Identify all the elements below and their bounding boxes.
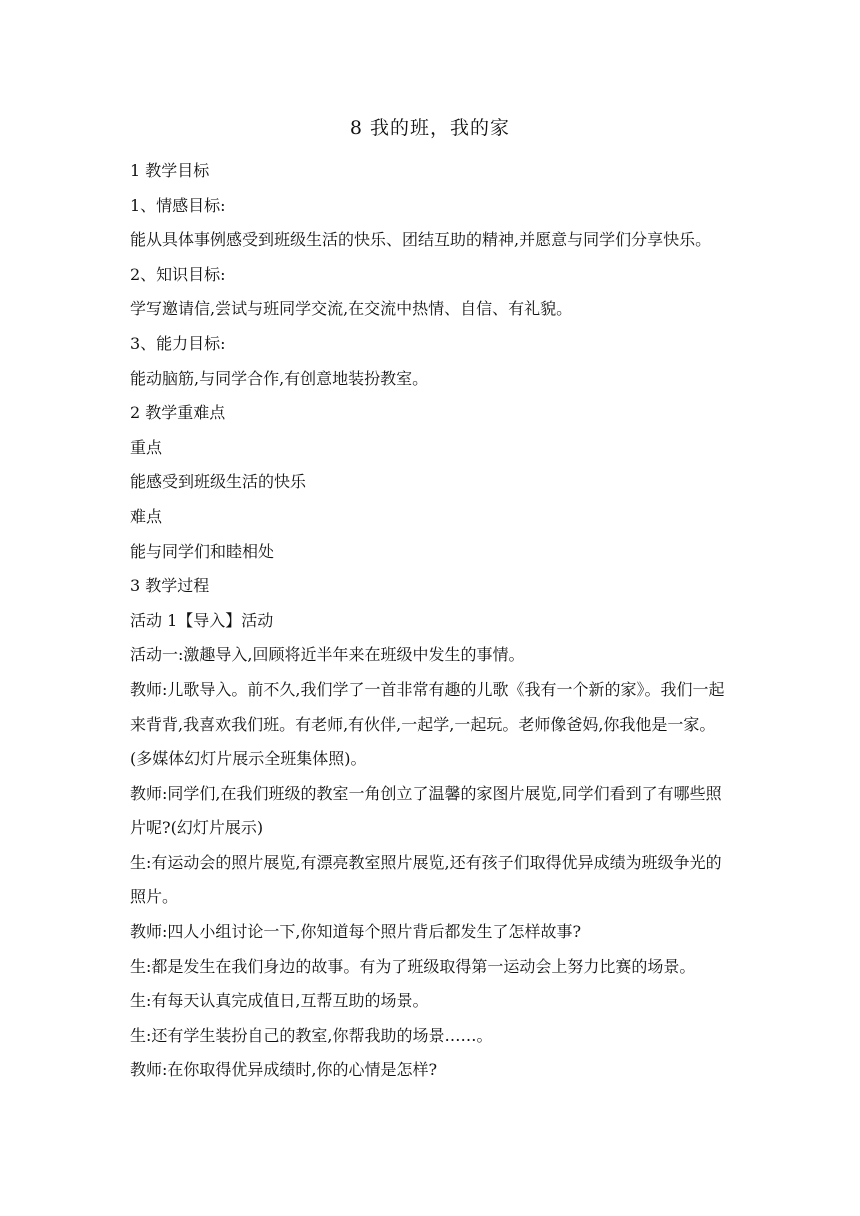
section-heading-process: 3 教学过程 — [130, 576, 210, 596]
activity-heading: 活动 1【导入】活动 — [130, 610, 274, 630]
document-body — [130, 154, 736, 1088]
paragraph: 生:有运动会的照片展览,有漂亮教室照片展览,还有孩子们取得优异成绩为班级争光的照片。 — [130, 852, 722, 907]
paragraph: 生:有每天认真完成值日,互帮互助的场景。 — [130, 991, 429, 1011]
subheading-difficulty: 难点 — [130, 506, 163, 526]
paragraph: 生:还有学生装扮自己的教室,你帮我助的场景……。 — [130, 1025, 493, 1045]
subheading-key-point: 重点 — [130, 437, 163, 457]
section-heading-key-points: 2 教学重难点 — [130, 403, 226, 423]
subheading-knowledge-goal: 2、知识目标: — [130, 264, 226, 284]
paragraph: 学写邀请信,尝试与班同学交流,在交流中热情、自信、有礼貌。 — [130, 299, 573, 319]
subheading-emotional-goal: 1、情感目标: — [130, 195, 226, 215]
paragraph: 教师:在你取得优异成绩时,你的心情是怎样? — [130, 1060, 438, 1080]
paragraph: 能感受到班级生活的快乐 — [130, 472, 307, 492]
paragraph: 生:都是发生在我们身边的故事。有为了班级取得第一运动会上努力比赛的场景。 — [130, 956, 696, 976]
section-heading-objectives: 1 教学目标 — [130, 161, 210, 180]
document-title: 8 我的班，我的家 — [349, 117, 511, 139]
paragraph: 教师:儿歌导入。前不久,我们学了一首非常有趣的儿歌《我有一个新的家》。我们一起来背背,我喜欢我们班。有老师,有伙伴,一起学,一起玩。老师像爸妈,你我他是一家。(多媒体幻灯片展示全班集体照)。 — [130, 679, 725, 769]
paragraph: 能从具体事例感受到班级生活的快乐、团结互助的精神,并愿意与同学们分享快乐。 — [130, 230, 712, 250]
subheading-ability-goal: 3、能力目标: — [130, 333, 226, 353]
paragraph: 能动脑筋,与同学合作,有创意地装扮教室。 — [130, 368, 429, 388]
paragraph: 活动一:激趣导入,回顾将近半年来在班级中发生的事情。 — [130, 645, 525, 665]
paragraph: 教师:同学们,在我们班级的教室一角创立了温馨的家图片展览,同学们看到了有哪些照片呢?(幻灯片展示) — [130, 783, 722, 838]
paragraph: 能与同学们和睦相处 — [130, 541, 275, 561]
paragraph: 教师:四人小组讨论一下,你知道每个照片背后都发生了怎样故事? — [130, 922, 582, 942]
